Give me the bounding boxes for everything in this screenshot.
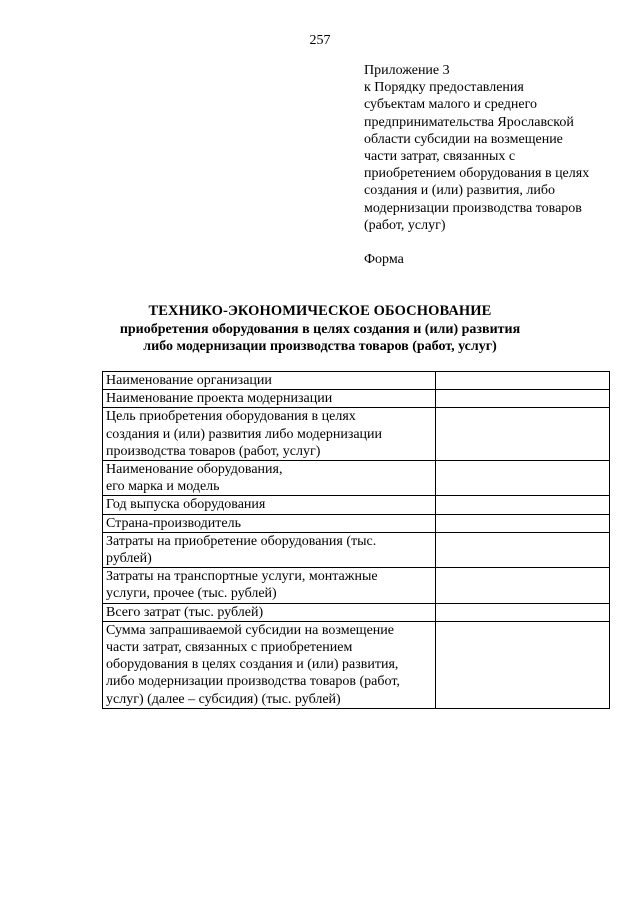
row-value-cell[interactable] (435, 372, 609, 390)
table-row (103, 496, 610, 514)
appendix-line: области субсидии на возмещение (364, 131, 563, 147)
row-label-line: рублей) (106, 551, 152, 567)
table-row (103, 461, 610, 496)
row-label-cell (103, 390, 436, 408)
row-label-line: Наименование проекта модернизации (106, 391, 333, 407)
row-label-line: Сумма запрашиваемой субсидии на возмещение (106, 622, 394, 638)
title-line-main: ТЕХНИКО-ЭКОНОМИЧЕСКОЕ ОБОСНОВАНИЕ (148, 303, 492, 319)
appendix-line: к Порядку предоставления (364, 80, 524, 96)
row-value-cell[interactable] (435, 390, 609, 408)
row-label-cell (103, 621, 436, 708)
row-value-cell[interactable] (435, 496, 609, 514)
row-label-cell (103, 461, 436, 496)
table-row (103, 514, 610, 532)
row-label-cell (103, 532, 436, 567)
row-value-cell[interactable] (435, 532, 609, 567)
appendix-line: части затрат, связанных с (364, 149, 516, 165)
row-label-cell (103, 496, 436, 514)
row-label-line: части затрат, связанных с приобретением (106, 640, 353, 656)
row-value-cell[interactable] (435, 408, 609, 461)
table-row (103, 408, 610, 461)
row-label-line: услуг) (далее – субсидия) (тыс. рублей) (106, 691, 341, 707)
appendix-line: (работ, услуг) (364, 217, 446, 233)
row-value-cell[interactable] (435, 621, 609, 708)
row-label-line: Всего затрат (тыс. рублей) (106, 604, 264, 620)
appendix-line: предпринимательства Ярославской (364, 114, 574, 130)
appendix-line: создания и (или) развития, либо (364, 183, 556, 199)
document-title (0, 303, 640, 356)
row-value-cell[interactable] (435, 603, 609, 621)
row-label-cell (103, 514, 436, 532)
row-label-line: Цель приобретения оборудования в целях (106, 409, 356, 425)
row-label-cell (103, 408, 436, 461)
appendix-line: Приложение 3 (364, 63, 450, 78)
row-label-line: Год выпуска оборудования (106, 497, 266, 513)
page-number: 257 (309, 33, 331, 48)
table-row (103, 532, 610, 567)
title-line-subtitle: приобретения оборудования в целях создания и (или) развития (119, 321, 521, 337)
row-label-line: либо модернизации производства товаров (работ, (106, 674, 400, 690)
row-label-line: Страна-производитель (106, 515, 241, 531)
row-label-line: оборудования в целях создания и (или) развития, (106, 657, 399, 673)
appendix-line: модернизации производства товаров (364, 200, 582, 216)
appendix-line: субъектам малого и среднего (364, 97, 537, 113)
row-value-cell[interactable] (435, 461, 609, 496)
row-label-cell (103, 372, 436, 390)
row-label-cell (103, 568, 436, 603)
table-row (103, 603, 610, 621)
row-label-line: Затраты на транспортные услуги, монтажные (106, 569, 378, 585)
appendix-block (364, 62, 626, 268)
table-row (103, 372, 610, 390)
table-row (103, 390, 610, 408)
row-value-cell[interactable] (435, 514, 609, 532)
form-label: Форма (364, 252, 404, 268)
title-line-subtitle: либо модернизации производства товаров (работ, услуг) (143, 339, 497, 354)
row-value-cell[interactable] (435, 568, 609, 603)
row-label-line: Затраты на приобретение оборудования (тыс. (106, 533, 377, 549)
row-label-line: его марка и модель (106, 479, 220, 495)
row-label-line: услуги, прочее (тыс. рублей) (106, 586, 277, 602)
row-label-line: создания и (или) развития либо модернизации (106, 426, 383, 442)
row-label-line: Наименование оборудования, (106, 462, 283, 478)
table-body (103, 372, 610, 709)
row-label-line: производства товаров (работ, услуг) (106, 443, 321, 459)
row-label-cell (103, 603, 436, 621)
table-row (103, 621, 610, 708)
table-row (103, 568, 610, 603)
feasibility-form-table (102, 371, 610, 709)
appendix-line: приобретением оборудования в целях (364, 166, 590, 182)
row-label-line: Наименование организации (106, 373, 272, 388)
